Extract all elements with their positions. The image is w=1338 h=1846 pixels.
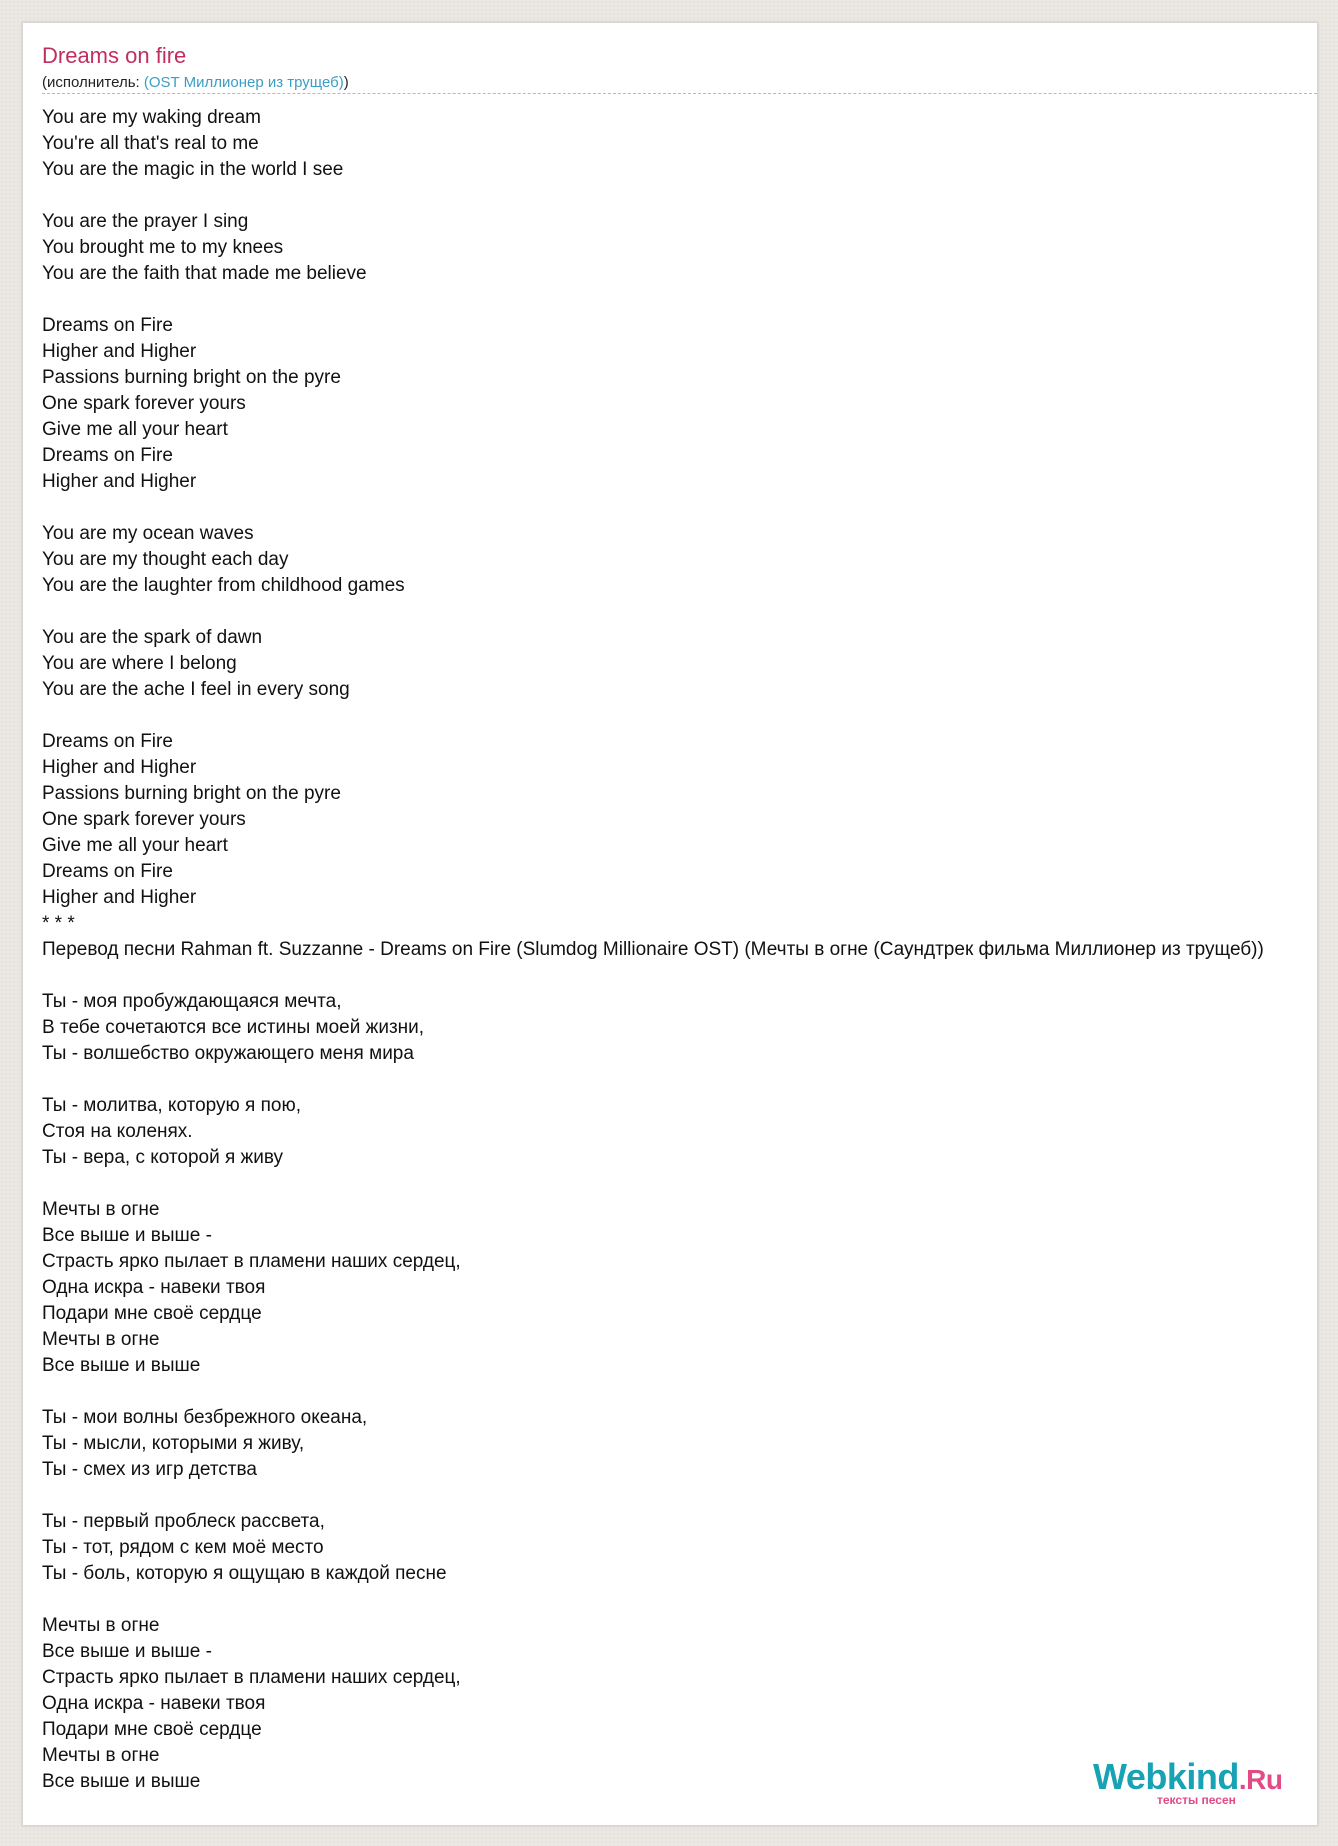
lyrics-text: You are my waking dream You're all that's real to me You are the magic in the world I see You are the prayer I sing You brought me to my knees You are the faith that made me believe Dreams on Fire Higher and Higher Passions burning bright on the pyre One spark forever yours Give me all your heart Dreams on Fire Higher and Higher You are my ocean waves You are my thought each day You are the laughter from childhood games You are the spark of dawn You are where I belong You are the ache I feel in every song Dreams on Fire Higher and Higher Passions burning bright on the pyre One spark forever yours Give me all your heart Dreams on Fire Higher and Higher * * * Перевод песни Rahman ft. Suzzanne - Dreams on Fire (Slumdog Millionaire OST) (Мечты в огне (Саундтрек фильма Миллионер из трущеб)) Ты - моя пробуждающаяся мечта, В тебе сочетаются все истины моей жизни, Ты - волшебство окружающего меня мира Ты - молитва, которую я пою, Стоя на коленях. Ты - вера, с которой я живу Мечты в огне Все выше и выше - Страсть ярко пылает в пламени наших сердец, Одна искра - навеки твоя Подари мне своё сердце Мечты в огне Все выше и выше Ты - мои волны безбрежного океана, Ты - мысли, которыми я живу, Ты - смех из игр детства Ты - первый проблеск рассвета, Ты - тот, рядом с кем моё место Ты - боль, которую я ощущаю в каждой песне Мечты в огне Все выше и выше - Страсть ярко пылает в пламени наших сердец, Одна искра - навеки твоя Подари мне своё сердце Мечты в огне Все выше и выше: [42, 107, 1264, 1792]
artist-prefix: (исполнитель:: [42, 74, 144, 91]
logo-main-text: Webkind: [1093, 1756, 1239, 1797]
song-title: Dreams on fire: [42, 43, 187, 68]
lyrics-card: [22, 22, 1318, 1826]
webkind-logo[interactable]: [1093, 1757, 1289, 1807]
logo-subtitle: тексты песен: [1157, 1793, 1236, 1807]
artist-line: [42, 74, 1317, 94]
artist-suffix: ): [343, 74, 349, 91]
logo-domain-text: .Ru: [1238, 1764, 1283, 1795]
artist-link[interactable]: (OST Миллионер из трущеб): [143, 74, 344, 91]
